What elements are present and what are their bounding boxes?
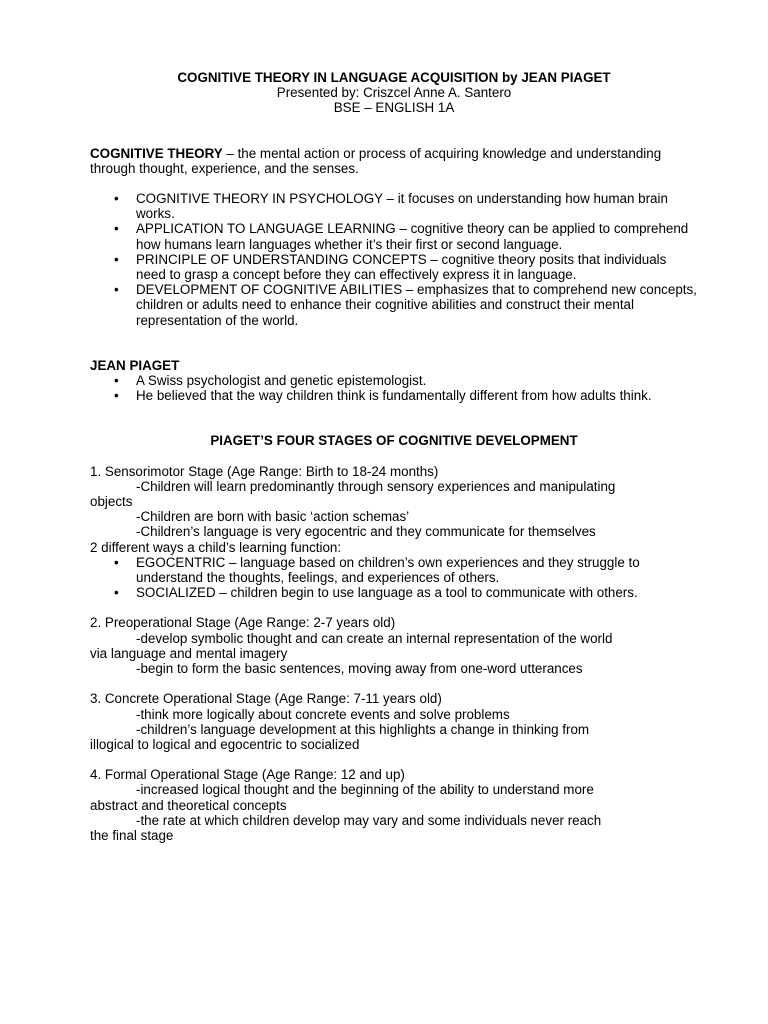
cognitive-theory-section: [90, 146, 698, 328]
stages-section: [90, 433, 698, 843]
stage-2: 2. Preoperational Stage (Age Range: 2-7 years old) -develop symbolic thought and can create an internal representation of the world via language and mental imagery -begin to form the basic sentences, moving away from one-word utterances: [90, 615, 698, 676]
learning-functions-list: [90, 555, 698, 601]
jean-piaget-section: [90, 358, 698, 404]
stage-4: 4. Formal Operational Stage (Age Range: 12 and up) -increased logical thought and the beginning of the ability to understand more abstract and theoretical concepts -the rate at which children develop may vary and some individuals never reach the final stage: [90, 767, 698, 843]
stage-3: 3. Concrete Operational Stage (Age Range: 7-11 years old) -think more logically about concrete events and solve problems -children’s language development at this highlights a change in thinking from illogical to logical and egocentric to socialized: [90, 691, 698, 752]
list-item: • SOCIALIZED – children begin to use language as a tool to communicate with others.: [90, 585, 698, 600]
section-heading: PIAGET’S FOUR STAGES OF COGNITIVE DEVELOPMENT: [210, 433, 578, 449]
document-title: COGNITIVE THEORY IN LANGUAGE ACQUISITION by JEAN PIAGET: [177, 70, 611, 85]
list-item: • EGOCENTRIC – language based on children’s own experiences and they struggle to understand the thoughts, feelings, and experiences of others.: [90, 555, 698, 585]
presenter-line: Presented by: Criszcel Anne A. Santero: [276, 85, 512, 101]
stage-1: 1. Sensorimotor Stage (Age Range: Birth to 18-24 months) -Children will learn predominantly through sensory experiences and manipulating objects -Children are born with basic ‘action schemas’ -Children’s language is very egocentric and they communicate for themselves 2 different ways a child’s learning function: • EGOCENTRIC – language based on children’s own experiences and they struggle to understand the thoughts, feelings, and experiences of others. • SOCIALIZED – children begin to use language as a tool to communicate with others.: [90, 464, 698, 601]
stage-title: 2. Preoperational Stage (Age Range: 2-7 years old): [90, 615, 396, 631]
list-item: • A Swiss psychologist and genetic epistemologist.: [90, 373, 698, 388]
list-item: • DEVELOPMENT OF COGNITIVE ABILITIES – emphasizes that to comprehend new concepts, children or adults need to enhance their cognitive abilities and construct their mental representation of the world.: [90, 282, 698, 328]
section-heading: JEAN PIAGET: [90, 357, 180, 373]
list-item: • PRINCIPLE OF UNDERSTANDING CONCEPTS – cognitive theory posits that individuals need to grasp a concept before they can effectively express it in language.: [90, 252, 698, 282]
document-header: [90, 70, 698, 116]
list-item: • He believed that the way children think is fundamentally different from how adults think.: [90, 388, 698, 403]
cognitive-theory-definition: COGNITIVE THEORY – the mental action or process of acquiring knowledge and understanding through thought, experience, and the senses.: [90, 145, 662, 176]
list-item: • APPLICATION TO LANGUAGE LEARNING – cognitive theory can be applied to comprehend how humans learn languages whether it’s their first or second language.: [90, 221, 698, 251]
piaget-list: [90, 373, 698, 403]
list-item: • COGNITIVE THEORY IN PSYCHOLOGY – it focuses on understanding how human brain works.: [90, 191, 698, 221]
course-line: BSE – ENGLISH 1A: [333, 100, 455, 116]
stage-title: 4. Formal Operational Stage (Age Range: 12 and up): [90, 767, 405, 783]
stage-title: 3. Concrete Operational Stage (Age Range: 7-11 years old): [90, 691, 442, 707]
cognitive-theory-term: COGNITIVE THEORY: [90, 145, 223, 161]
cognitive-theory-list: [90, 191, 698, 328]
stage-title: 1. Sensorimotor Stage (Age Range: Birth to 18-24 months): [90, 463, 439, 479]
